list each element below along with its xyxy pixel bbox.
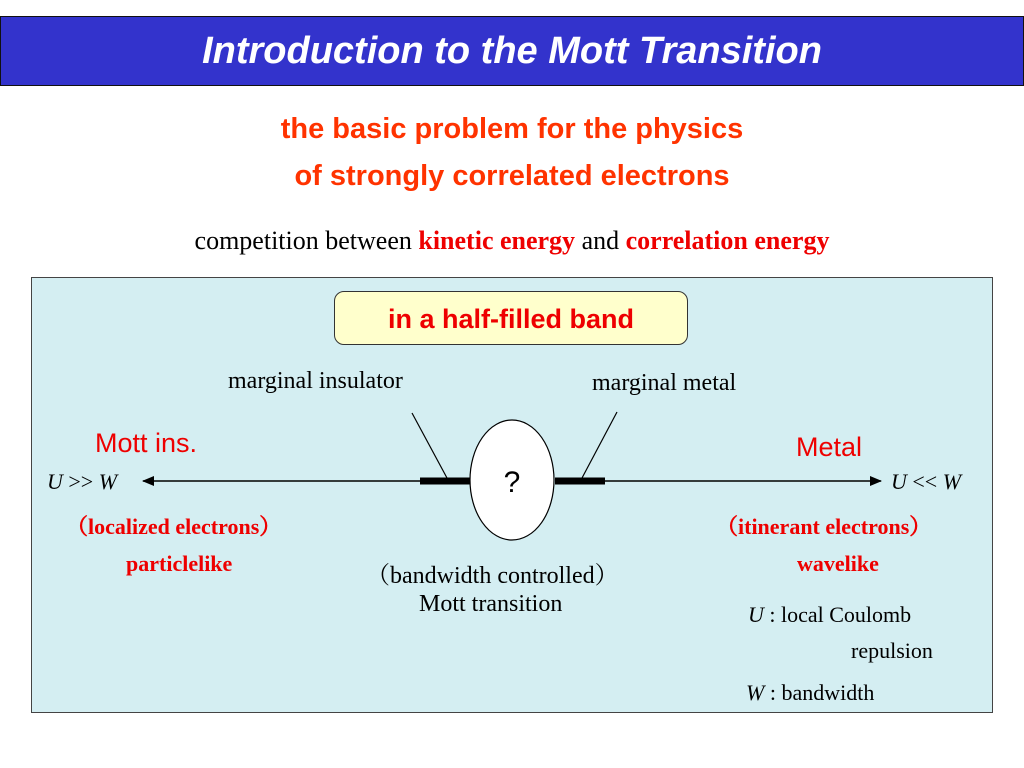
wavelike-label: wavelike xyxy=(797,551,879,576)
legend-u xyxy=(748,602,911,628)
marginal-metal-pointer xyxy=(582,412,617,478)
competition-prefix: competition between xyxy=(194,226,412,255)
marginal-insulator-label: marginal insulator xyxy=(228,368,403,394)
legend-w-desc: : bandwidth xyxy=(769,680,875,705)
legend-u-symbol: U xyxy=(748,602,764,627)
correlation-energy: correlation energy xyxy=(625,226,830,255)
right-relation-w: W xyxy=(942,469,962,494)
metal-label: Metal xyxy=(796,432,863,462)
legend-w xyxy=(746,680,874,706)
half-filled-band-badge: in a half-filled band xyxy=(334,291,688,345)
left-relation-op: >> xyxy=(68,469,94,494)
left-relation-u: U xyxy=(47,469,63,494)
question-mark: ? xyxy=(503,466,521,499)
localized-electrons-label: （localized electrons） xyxy=(66,514,282,539)
bandwidth-controlled-label: （bandwidth controlled） xyxy=(366,563,619,589)
legend-u-desc: : local Coulomb xyxy=(769,602,912,627)
legend-u-desc-2: repulsion xyxy=(851,638,933,663)
left-relation-w: W xyxy=(98,469,118,494)
mott-transition-label: Mott transition xyxy=(419,591,563,617)
right-relation-op: << xyxy=(912,469,938,494)
marginal-insulator-pointer xyxy=(412,413,447,478)
particlelike-label: particlelike xyxy=(126,551,233,576)
subtitle-line-2: of strongly correlated electrons xyxy=(294,160,730,192)
competition-and: and xyxy=(581,226,620,255)
right-relation-u: U xyxy=(891,469,907,494)
slide-title: Introduction to the Mott Transition xyxy=(202,30,822,72)
right-relation xyxy=(891,469,961,495)
itinerant-electrons-label: （itinerant electrons） xyxy=(716,514,932,539)
subtitle-line-1: the basic problem for the physics xyxy=(280,113,744,145)
left-relation xyxy=(47,469,117,495)
marginal-metal-label: marginal metal xyxy=(592,370,737,396)
kinetic-energy: kinetic energy xyxy=(418,226,576,255)
legend-w-symbol: W xyxy=(746,680,765,705)
mott-insulator-label: Mott ins. xyxy=(95,428,198,458)
